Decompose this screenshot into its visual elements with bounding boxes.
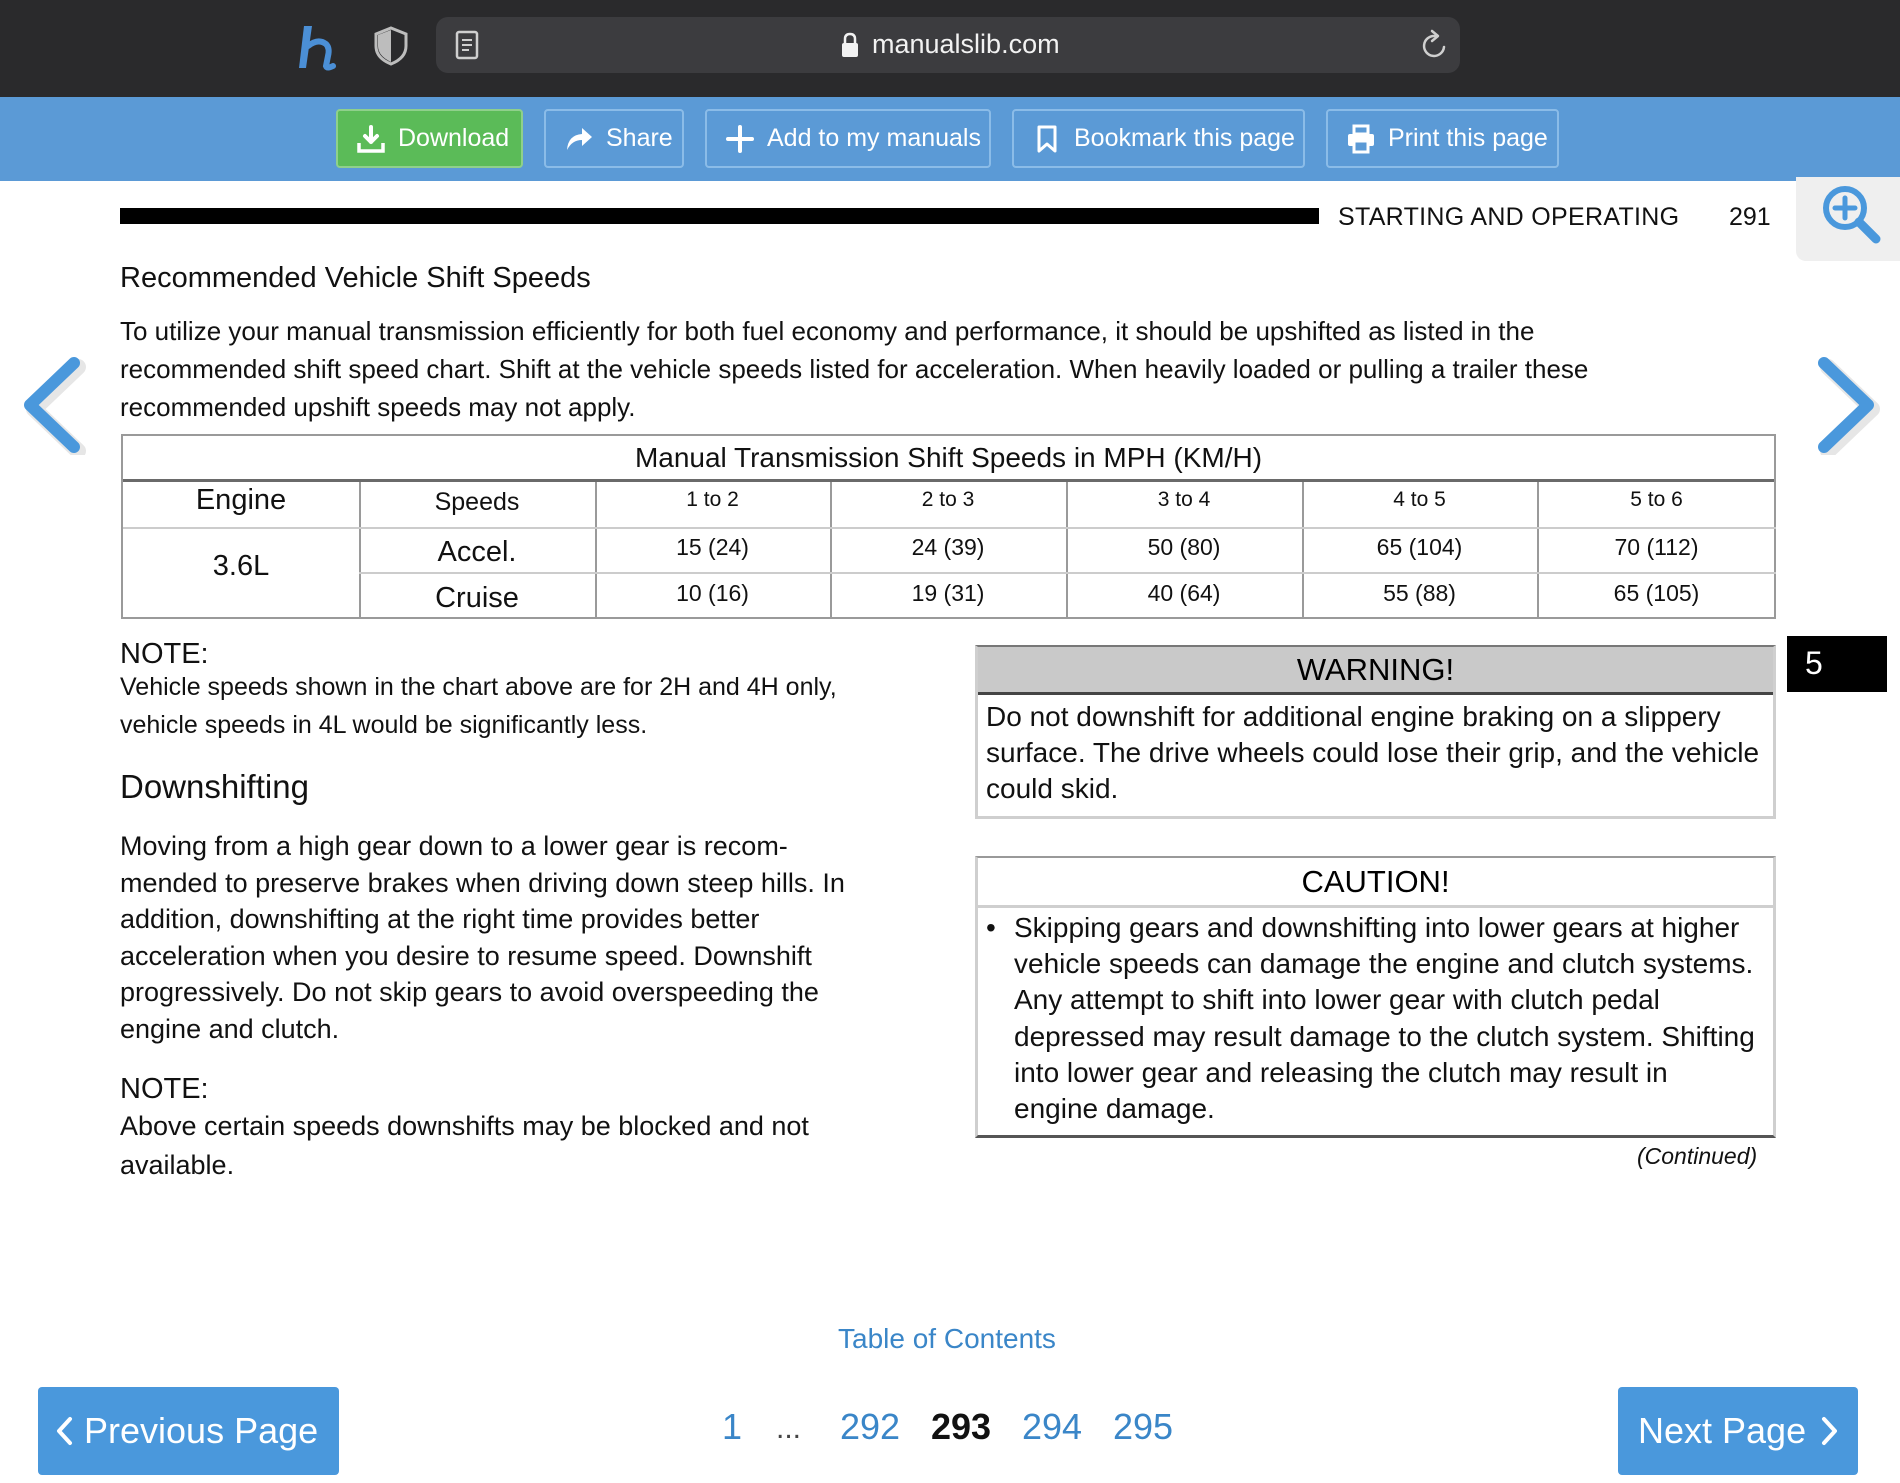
caution-text: Skipping gears and downshifting into lower gears at higher vehicle speeds can damage the engine and clutch systems. Any attempt to shift into lower gear with clutch pedal depressed may result damage to the clutch system. Shifting into lower gear and releasing the clutch may result in engine damage. [1014, 912, 1755, 1125]
section-title: STARTING AND OPERATING [1338, 203, 1680, 231]
share-label: Share [606, 124, 673, 152]
chevron-left-icon [54, 1415, 74, 1447]
column-header: 4 to 5 [1393, 488, 1446, 511]
warning-box [975, 645, 1776, 819]
bookmark-label: Bookmark this page [1074, 124, 1295, 152]
table-cell: 70 (112) [1614, 534, 1699, 560]
address-bar[interactable] [436, 17, 1460, 73]
download-button[interactable] [336, 109, 523, 168]
table-cell: 10 (16) [676, 580, 749, 606]
shift-speeds-heading: Recommended Vehicle Shift Speeds [120, 262, 591, 294]
share-button[interactable] [544, 109, 684, 168]
table-cell: 40 (64) [1147, 580, 1221, 606]
engine-header: Engine [195, 484, 287, 516]
column-header: 1 to 2 [686, 488, 739, 511]
shift-speeds-table [121, 434, 1776, 619]
reader-view-icon[interactable] [454, 29, 480, 61]
caution-box [975, 856, 1776, 1138]
column-header: 2 to 3 [921, 488, 975, 511]
next-page-button[interactable] [1618, 1387, 1858, 1475]
add-to-manuals-label: Add to my manuals [767, 124, 981, 152]
share-icon [564, 124, 594, 154]
table-cell: 50 (80) [1147, 534, 1221, 560]
page-ellipsis: ... [776, 1412, 802, 1445]
zoom-in-button[interactable] [1796, 177, 1900, 261]
print-label: Print this page [1388, 124, 1548, 152]
manual-toolbar [0, 97, 1900, 181]
downshifting-paragraph: Moving from a high gear down to a lower gear is recom-mended to preserve brakes when driving down steep hills. In addition, downshifting at the right time provides better acceleration when you desire to resume speed. Downshift progressively. Do not skip gears to avoid overspeeding the engine and clutch. [120, 831, 845, 1044]
note-text: Vehicle speeds shown in the chart above are for 2H and 4H only, vehicle speeds in 4L would be significantly less. [120, 673, 837, 739]
honey-extension-icon[interactable] [296, 22, 340, 72]
bookmark-icon [1032, 124, 1062, 154]
page-link-292[interactable]: 292 [840, 1406, 901, 1447]
table-cell: 19 (31) [911, 580, 985, 606]
engine-value: 3.6L [212, 550, 270, 582]
print-icon [1346, 124, 1376, 154]
warning-text: Do not downshift for additional engine braking on a slippery surface. The drive wheels could lose their grip, and the vehicle could skid. [986, 701, 1760, 804]
bookmark-button[interactable] [1012, 109, 1305, 168]
add-to-manuals-button[interactable] [705, 109, 991, 168]
url-text: manualslib.com [872, 29, 1060, 59]
warning-title: WARNING! [978, 647, 1773, 695]
plus-icon [725, 124, 755, 154]
table-cell: 65 (105) [1613, 580, 1700, 606]
table-caption: Manual Transmission Shift Speeds in MPH (KM/H) [123, 436, 1774, 482]
header-rule [120, 208, 1319, 224]
page-link-293-current: 293 [931, 1406, 992, 1447]
note-label: NOTE: [120, 1073, 209, 1105]
column-header: 5 to 6 [1630, 488, 1683, 511]
bullet: • [986, 912, 996, 943]
speeds-header: Speeds [434, 488, 520, 516]
note-label: NOTE: [120, 638, 209, 670]
page-link-294[interactable]: 294 [1022, 1406, 1083, 1447]
download-icon [356, 124, 386, 154]
intro-paragraph: To utilize your manual transmission efficiently for both fuel economy and performance, it should be upshifted as listed in the recommended shift speed chart. Shift at the vehicle speeds listed for acceleration. When heavily loaded or pulling a trailer these recommended upshift speeds may not apply. [120, 316, 1589, 422]
table-cell: 24 (39) [911, 534, 985, 560]
download-label: Download [398, 124, 510, 152]
lock-icon [840, 31, 860, 59]
chevron-right-icon [1820, 1415, 1840, 1447]
table-cell: 15 (24) [676, 534, 749, 560]
downshifting-heading: Downshifting [120, 768, 309, 805]
note-text: Above certain speeds downshifts may be blocked and not available. [120, 1111, 809, 1180]
zoom-in-icon [1820, 183, 1882, 245]
shield-icon[interactable] [374, 26, 408, 66]
page-link-295[interactable]: 295 [1113, 1406, 1174, 1447]
reload-icon[interactable] [1420, 29, 1450, 61]
table-of-contents-link[interactable]: Table of Contents [838, 1323, 1056, 1354]
row-label: Accel. [437, 536, 517, 568]
previous-page-label: Previous Page [84, 1410, 319, 1451]
caution-title: CAUTION! [978, 858, 1773, 908]
section-tab: 5 [1787, 636, 1887, 692]
previous-page-button[interactable] [38, 1387, 339, 1475]
page-link-1[interactable]: 1 [722, 1406, 743, 1447]
table-cell: 65 (104) [1376, 534, 1463, 560]
previous-page-arrow-icon[interactable] [14, 355, 86, 455]
browser-chrome [0, 0, 1900, 97]
next-page-arrow-icon[interactable] [1812, 355, 1884, 455]
page-number: 291 [1729, 203, 1771, 231]
table-cell: 55 (88) [1383, 580, 1456, 606]
next-page-label: Next Page [1638, 1410, 1807, 1451]
row-label: Cruise [435, 582, 519, 614]
continued-label: (Continued) [1637, 1143, 1758, 1169]
column-header: 3 to 4 [1157, 488, 1211, 511]
print-button[interactable] [1326, 109, 1559, 168]
